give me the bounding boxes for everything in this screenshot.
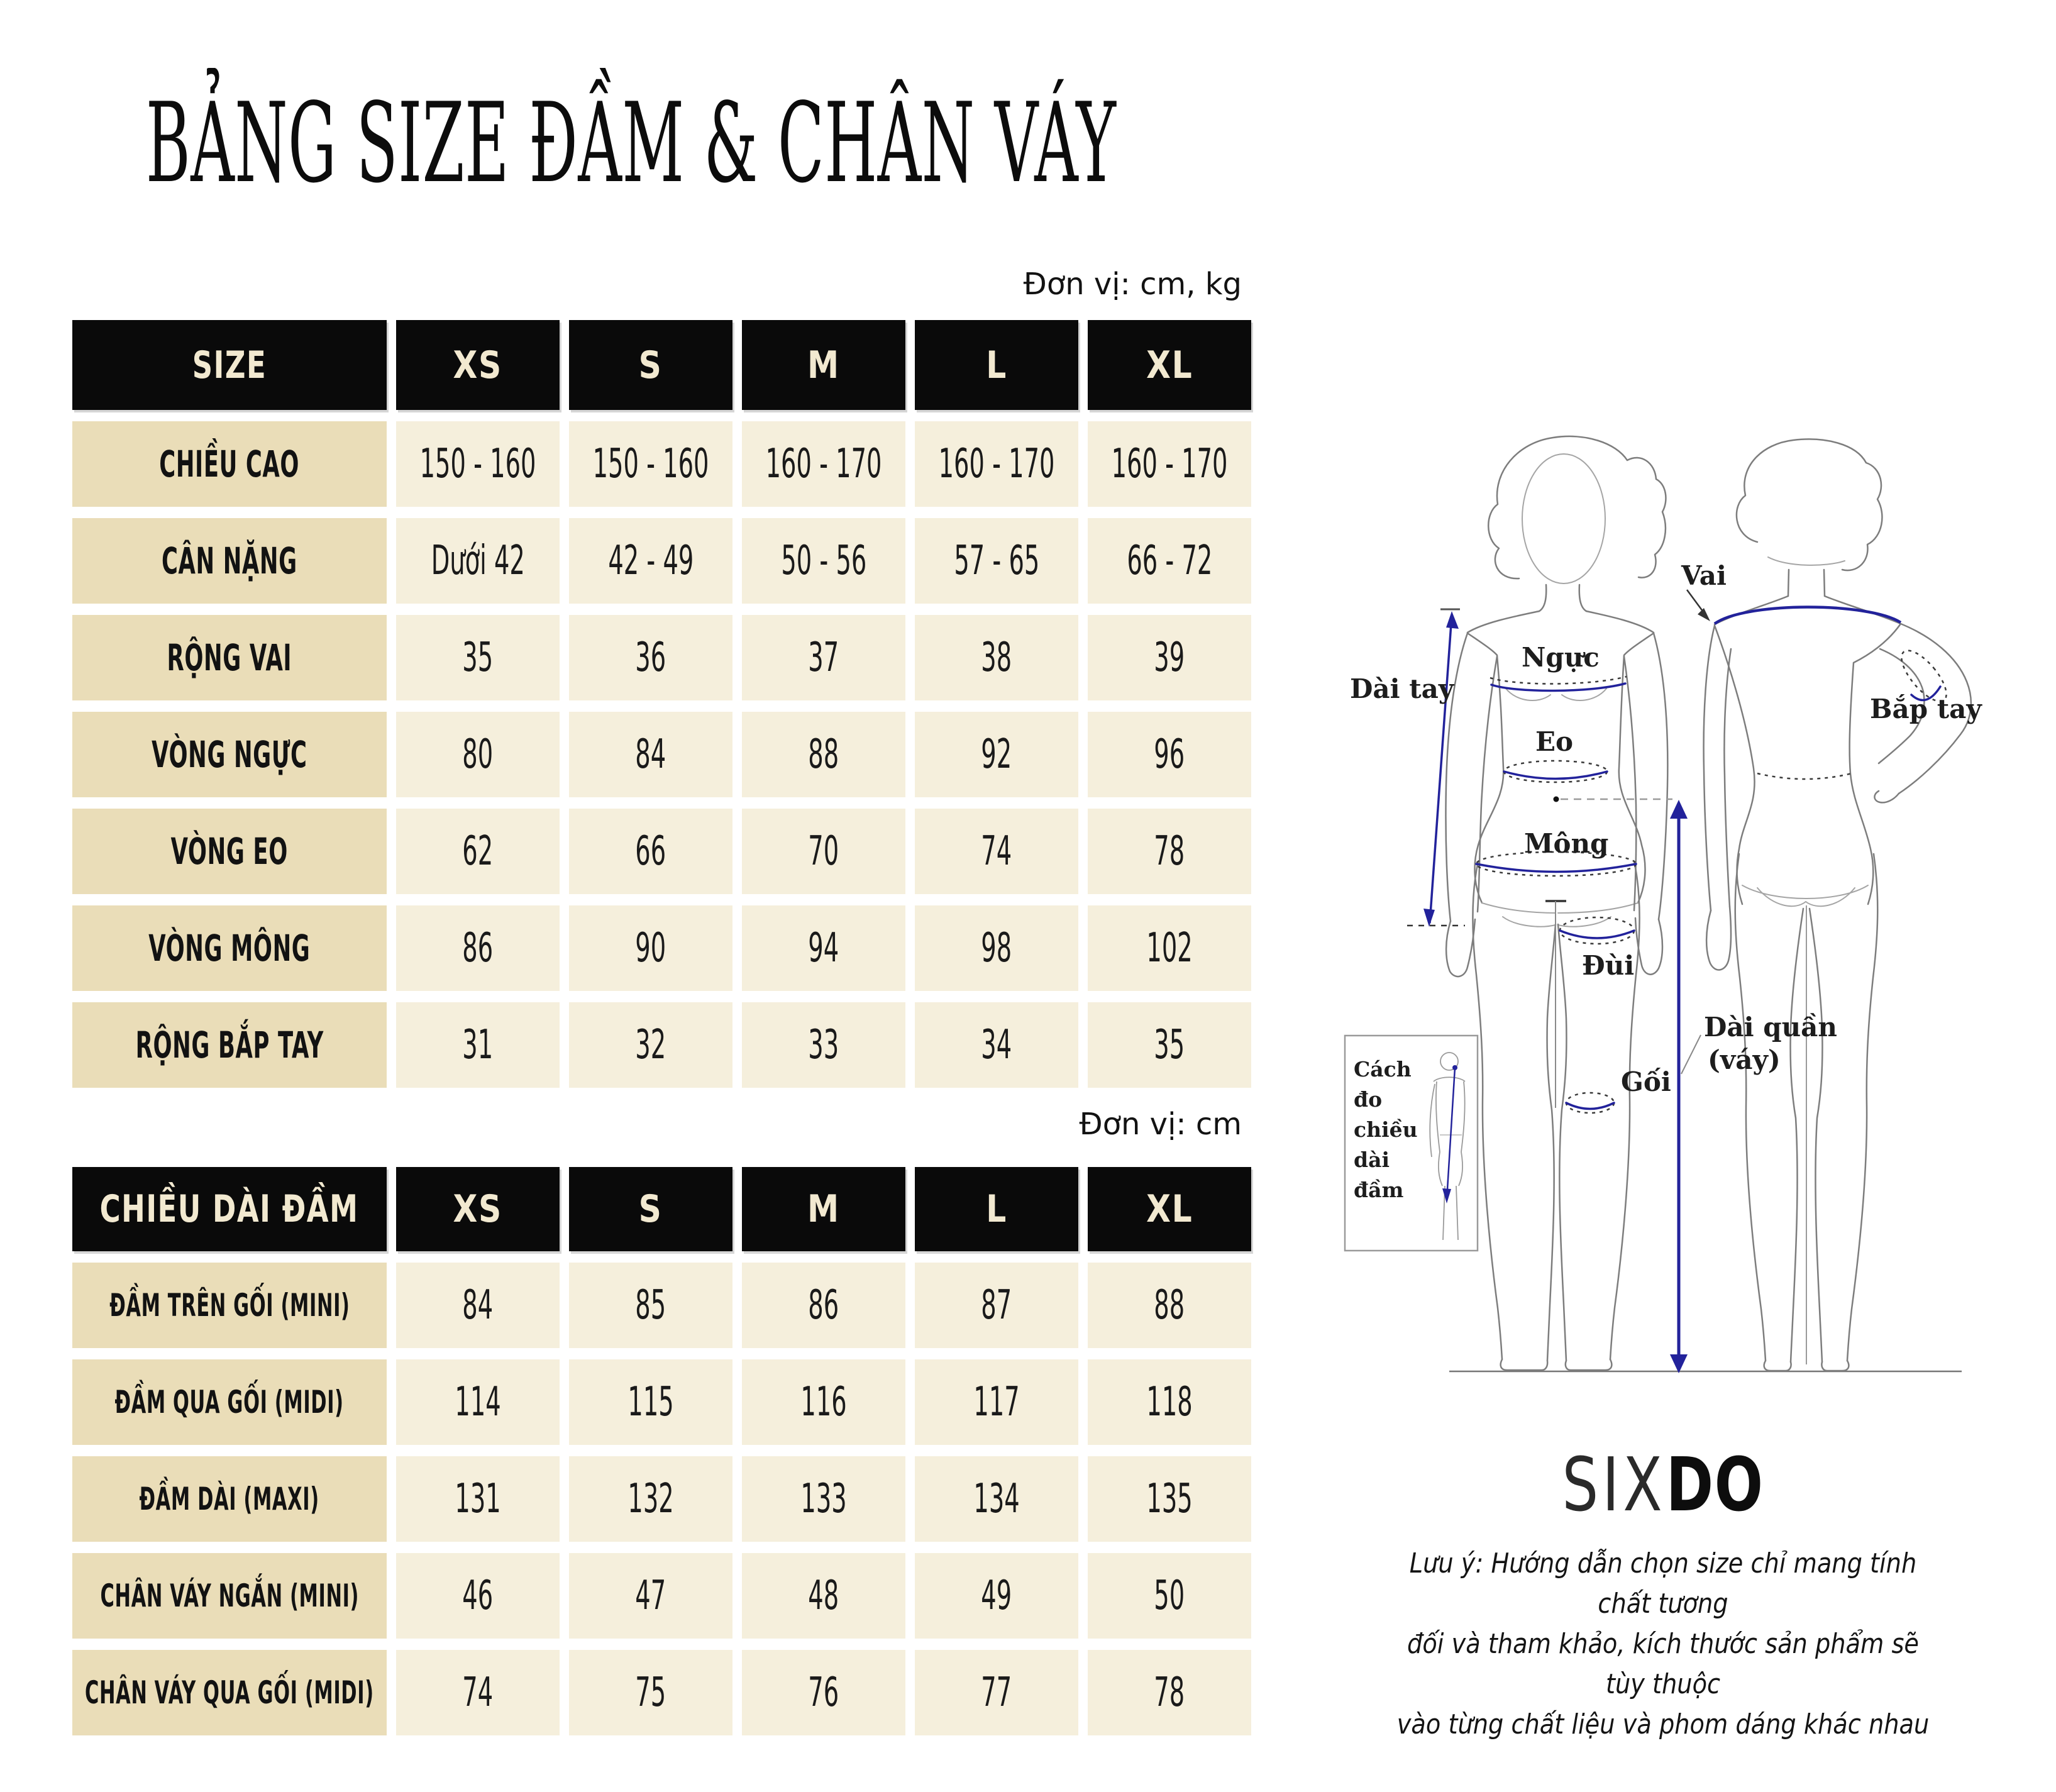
- table-cell: 116: [742, 1359, 905, 1445]
- table-cell: 102: [1088, 905, 1251, 991]
- brand-logo-six: SIX: [1562, 1441, 1666, 1528]
- length-table: [72, 1167, 1251, 1735]
- size-table-header-l: L: [915, 320, 1078, 410]
- brand-logo: [1469, 1441, 1857, 1528]
- table-cell: 75: [569, 1650, 732, 1735]
- unit-note-top: Đơn vị: cm, kg: [1023, 267, 1242, 302]
- table-cell: 77: [915, 1650, 1078, 1735]
- table-cell: 31: [396, 1002, 560, 1088]
- table-cell: 135: [1088, 1456, 1251, 1542]
- table-cell: 66 - 72: [1088, 518, 1251, 604]
- size-table-header-s: S: [569, 320, 732, 410]
- inset-line-3: chiều: [1354, 1117, 1418, 1142]
- table-cell: 84: [396, 1263, 560, 1348]
- inset-measure-box: [1345, 1036, 1478, 1251]
- table-cell: 78: [1088, 1650, 1251, 1735]
- table-cell: 117: [915, 1359, 1078, 1445]
- table-cell: 98: [915, 905, 1078, 991]
- table-cell: 78: [1088, 809, 1251, 894]
- table-cell: 90: [569, 905, 732, 991]
- row-label: CHIỀU CAO: [72, 421, 387, 507]
- table-cell: 36: [569, 615, 732, 700]
- note-line: vào từng chất liệu và phom dáng khác nhau: [1396, 1708, 1930, 1740]
- row-label: VÒNG EO: [72, 809, 387, 894]
- table-cell: 37: [742, 615, 905, 700]
- row-label: ĐẦM QUA GỐI (MIDI): [72, 1359, 387, 1445]
- length-table-header-s: S: [569, 1167, 732, 1251]
- table-cell: 48: [742, 1553, 905, 1639]
- table-cell: 85: [569, 1263, 732, 1348]
- disclaimer-note: [1390, 1544, 1937, 1745]
- table-cell: 92: [915, 712, 1078, 797]
- table-cell: 118: [1088, 1359, 1251, 1445]
- table-cell: 34: [915, 1002, 1078, 1088]
- table-cell: 57 - 65: [915, 518, 1078, 604]
- table-cell: 94: [742, 905, 905, 991]
- table-cell: 86: [742, 1263, 905, 1348]
- table-cell: 39: [1088, 615, 1251, 700]
- table-cell: 74: [915, 809, 1078, 894]
- size-table-header-m: M: [742, 320, 905, 410]
- table-cell: 114: [396, 1359, 560, 1445]
- size-table: [72, 320, 1251, 1088]
- table-cell: 46: [396, 1553, 560, 1639]
- note-line: Lưu ý: Hướng dẫn chọn size chỉ mang tính chất tương: [1409, 1547, 1917, 1620]
- diagram-label-dai-tay: Dài tay: [1350, 673, 1454, 704]
- measurement-diagram: [1289, 377, 2056, 1415]
- table-cell: 33: [742, 1002, 905, 1088]
- diagram-label-bap-tay: Bắp tay: [1870, 694, 1982, 724]
- note-line: đối và tham khảo, kích thước sản phẩm sẽ tùy thuộc: [1407, 1628, 1919, 1700]
- diagram-label-dui: Đùi: [1582, 950, 1635, 981]
- row-label: CHÂN VÁY NGẮN (MINI): [72, 1553, 387, 1639]
- diagram-label-goi: Gối: [1621, 1066, 1671, 1097]
- table-cell: 96: [1088, 712, 1251, 797]
- inset-line-5: đầm: [1354, 1178, 1404, 1202]
- front-figure-sketch: [1445, 436, 1667, 1370]
- table-cell: 115: [569, 1359, 732, 1445]
- row-label: ĐẦM TRÊN GỐI (MINI): [72, 1263, 387, 1348]
- table-cell: 50: [1088, 1553, 1251, 1639]
- table-cell: 150 - 160: [396, 421, 560, 507]
- table-cell: 131: [396, 1456, 560, 1542]
- length-table-header-l: L: [915, 1167, 1078, 1251]
- table-cell: 160 - 170: [1088, 421, 1251, 507]
- row-label: RỘNG VAI: [72, 615, 387, 700]
- length-table-header-xs: XS: [396, 1167, 560, 1251]
- table-cell: 84: [569, 712, 732, 797]
- table-cell: 38: [915, 615, 1078, 700]
- row-label: CHÂN VÁY QUA GỐI (MIDI): [72, 1650, 387, 1735]
- size-table-header-size: SIZE: [72, 320, 387, 410]
- diagram-label-nguc: Ngực: [1522, 642, 1600, 673]
- diagram-label-dai-quan: Dài quần: [1704, 1012, 1837, 1043]
- table-cell: 35: [396, 615, 560, 700]
- brand-logo-do: DO: [1666, 1441, 1764, 1528]
- table-cell: 88: [1088, 1263, 1251, 1348]
- table-cell: 66: [569, 809, 732, 894]
- diagram-label-vai: Vai: [1681, 560, 1727, 591]
- row-label: VÒNG NGỰC: [72, 712, 387, 797]
- length-table-header-title: CHIỀU DÀI ĐẦM: [72, 1167, 387, 1251]
- diagram-label-vay: (váy): [1708, 1044, 1781, 1075]
- row-label: ĐẦM DÀI (MAXI): [72, 1456, 387, 1542]
- diagram-label-mong: Mông: [1524, 828, 1609, 859]
- table-cell: 49: [915, 1553, 1078, 1639]
- table-cell: 88: [742, 712, 905, 797]
- table-cell: 160 - 170: [742, 421, 905, 507]
- diagram-label-eo: Eo: [1535, 726, 1574, 757]
- table-cell: 76: [742, 1650, 905, 1735]
- length-table-header-m: M: [742, 1167, 905, 1251]
- size-table-header-xs: XS: [396, 320, 560, 410]
- table-cell: 80: [396, 712, 560, 797]
- inset-line-2: đo: [1354, 1087, 1383, 1112]
- row-label: RỘNG BẮP TAY: [72, 1002, 387, 1088]
- table-cell: 35: [1088, 1002, 1251, 1088]
- page-title: BẢNG SIZE ĐẦM & CHÂN VÁY: [146, 80, 1117, 207]
- table-cell: 70: [742, 809, 905, 894]
- inset-line-4: dài: [1354, 1148, 1390, 1172]
- table-cell: Dưới 42: [396, 518, 560, 604]
- length-table-header-xl: XL: [1088, 1167, 1251, 1251]
- back-figure-sketch: [1704, 440, 1971, 1371]
- table-cell: 160 - 170: [915, 421, 1078, 507]
- table-cell: 50 - 56: [742, 518, 905, 604]
- row-label: VÒNG MÔNG: [72, 905, 387, 991]
- table-cell: 32: [569, 1002, 732, 1088]
- table-cell: 42 - 49: [569, 518, 732, 604]
- table-cell: 87: [915, 1263, 1078, 1348]
- unit-note-bottom: Đơn vị: cm: [1079, 1107, 1242, 1142]
- table-cell: 62: [396, 809, 560, 894]
- table-cell: 132: [569, 1456, 732, 1542]
- table-cell: 133: [742, 1456, 905, 1542]
- size-table-header-xl: XL: [1088, 320, 1251, 410]
- table-cell: 74: [396, 1650, 560, 1735]
- inset-line-1: Cách: [1354, 1057, 1412, 1081]
- table-cell: 47: [569, 1553, 732, 1639]
- table-cell: 86: [396, 905, 560, 991]
- row-label: CÂN NẶNG: [72, 518, 387, 604]
- table-cell: 134: [915, 1456, 1078, 1542]
- table-cell: 150 - 160: [569, 421, 732, 507]
